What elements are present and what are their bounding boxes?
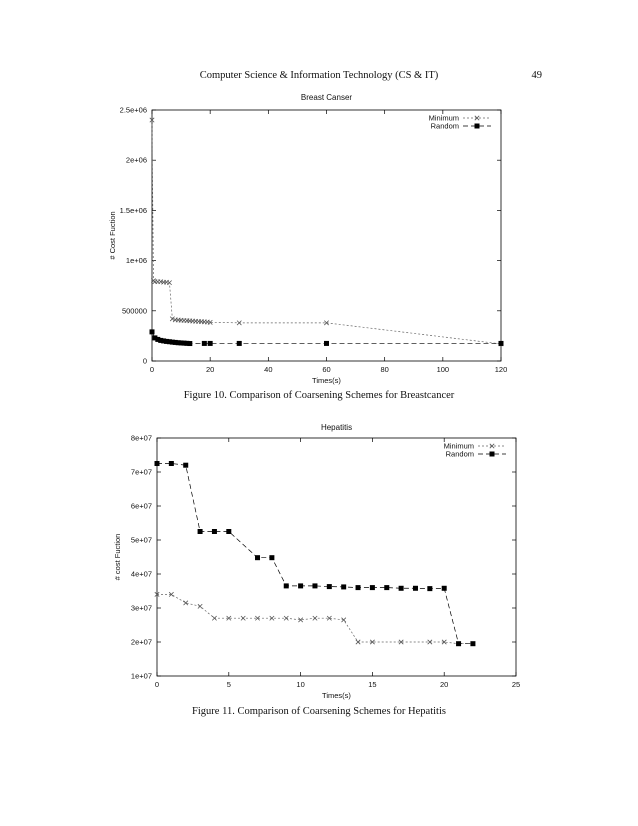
data-point	[298, 583, 303, 588]
y-tick-label: 1.5e+06	[119, 205, 147, 215]
data-point	[183, 463, 188, 468]
y-tick-label: 6e+07	[130, 501, 152, 511]
x-tick-label: 100	[436, 365, 450, 374]
data-point	[370, 585, 375, 590]
series-line	[152, 120, 501, 344]
x-axis-label: Times(s)	[322, 691, 351, 700]
legend-label: Random	[430, 121, 459, 131]
data-point	[198, 529, 203, 534]
y-tick-label: 2e+06	[125, 155, 147, 165]
x-tick-label: 15	[368, 680, 377, 689]
data-point	[208, 341, 213, 346]
x-tick-label: 20	[440, 680, 449, 689]
y-tick-label: 8e+07	[130, 433, 152, 443]
data-point	[499, 341, 504, 346]
breast-cancer-chart	[0, 85, 638, 385]
data-point	[356, 585, 361, 590]
data-point	[255, 555, 260, 560]
y-tick-label: 1e+07	[130, 671, 152, 681]
data-point	[155, 461, 160, 466]
data-point	[341, 584, 346, 589]
y-tick-label: 1e+06	[125, 256, 147, 266]
y-tick-label: 4e+07	[130, 569, 152, 579]
x-tick-label: 25	[511, 680, 521, 689]
data-point	[237, 341, 242, 346]
x-tick-label: 20	[205, 365, 215, 374]
data-point	[241, 616, 245, 620]
data-point	[226, 529, 231, 534]
series-minimum	[155, 592, 475, 646]
data-point	[470, 641, 475, 646]
legend-label: Minimum	[443, 441, 474, 451]
running-title: Computer Science & Information Technology (CS & IT)	[199, 70, 439, 81]
x-tick-label: 0	[149, 365, 155, 374]
data-point	[198, 604, 202, 608]
y-tick-label: 5e+07	[130, 535, 152, 545]
data-point	[167, 280, 171, 284]
series-line	[157, 594, 473, 643]
data-point	[150, 329, 155, 334]
chart-title: Hepatitis	[320, 423, 353, 432]
page-number: 49	[531, 70, 542, 81]
data-point	[313, 616, 317, 620]
y-tick-label: 7e+07	[130, 467, 152, 477]
y-tick-label: 0	[142, 356, 147, 366]
data-point	[312, 583, 317, 588]
series-line	[157, 464, 473, 644]
x-tick-label: 80	[380, 365, 389, 374]
legend-marker	[490, 452, 495, 457]
data-point	[284, 583, 289, 588]
data-point	[384, 585, 389, 590]
y-tick-label: 2e+07	[130, 637, 152, 647]
data-point	[327, 584, 332, 589]
figure-10-caption: Figure 10. Comparison of Coarsening Schemes for Breastcancer	[183, 390, 455, 401]
y-tick-label: 500000	[121, 306, 147, 316]
data-point	[169, 461, 174, 466]
series-minimum	[150, 118, 503, 346]
data-point	[202, 341, 207, 346]
x-axis-label: Times(s)	[312, 376, 341, 385]
data-point	[399, 586, 404, 591]
figure-11-caption: Figure 11. Comparison of Coarsening Schemes for Hepatitis	[192, 706, 446, 717]
plot-frame	[157, 438, 516, 676]
data-point	[212, 529, 217, 534]
legend-label: Minimum	[428, 113, 459, 123]
y-axis-label: # Cost Fuction	[108, 211, 117, 260]
data-point	[184, 601, 188, 605]
x-tick-label: 5	[226, 680, 231, 689]
data-point	[442, 586, 447, 591]
data-point	[187, 341, 192, 346]
x-tick-label: 120	[494, 365, 508, 374]
legend-label: Random	[445, 449, 474, 459]
x-tick-label: 40	[264, 365, 273, 374]
x-tick-label: 60	[322, 365, 331, 374]
y-axis-label: # cost Fuction	[113, 533, 122, 581]
data-point	[427, 586, 432, 591]
chart-title: Breast Canser	[300, 93, 353, 102]
hepatitis-chart	[0, 420, 638, 720]
data-point	[413, 586, 418, 591]
y-tick-label: 3e+07	[130, 603, 152, 613]
x-tick-label: 0	[154, 680, 160, 689]
legend-marker	[475, 124, 480, 129]
data-point	[324, 341, 329, 346]
x-tick-label: 10	[296, 680, 305, 689]
y-tick-label: 2.5e+06	[119, 105, 147, 115]
data-point	[456, 641, 461, 646]
data-point	[269, 555, 274, 560]
